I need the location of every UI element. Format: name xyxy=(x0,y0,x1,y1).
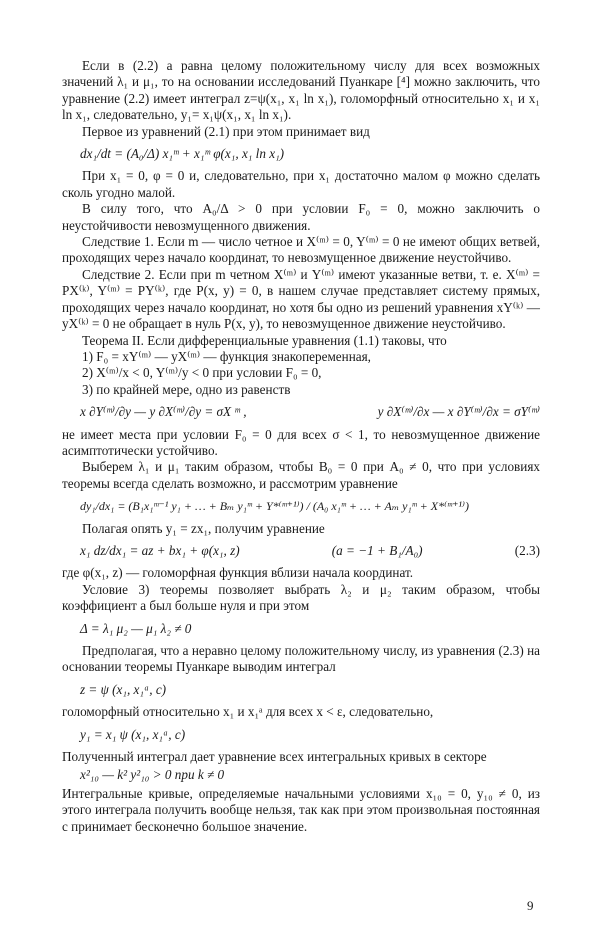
equation-condition: (a = −1 + B₁/A₀) xyxy=(331,542,423,558)
condition-3: 3) по крайней мере, одно из равенств xyxy=(82,381,291,397)
equation-2-3 xyxy=(80,543,540,559)
corollary-1: Следствие 1. Если m — число четное и X⁽ᵐ⁾ = 0, Y⁽ᵐ⁾ = 0 не имеют общих ветвей, проходящих через начало координат, то невозмущенное движение неустойчиво. xyxy=(62,234,540,266)
equation-pair xyxy=(80,404,540,420)
paragraph: Первое из уравнений (2.1) при этом принимает вид xyxy=(82,123,370,139)
equation: Δ = λ₁ μ₂ — μ₁ λ₂ ≠ 0 xyxy=(80,620,192,636)
page-number: 9 xyxy=(527,898,534,913)
paragraph: Полагая опять y₁ = zx₁, получим уравнение xyxy=(82,520,325,536)
condition-1: 1) F₀ = xY⁽ᵐ⁾ — yX⁽ᵐ⁾ — функция знакопеременная, xyxy=(82,348,371,364)
paragraph: Предполагая, что a неравно целому положительному числу, из уравнения (2.3) на основании теоремы Пуанкаре выводим интеграл xyxy=(62,643,540,675)
paragraph: Условие 3) теоремы позволяет выбрать λ₂ и μ₂ таким образом, чтобы коэффициент a был больше нуля и при этом xyxy=(62,581,540,614)
corollary-2: Следствие 2. Если при m четном X⁽ᵐ⁾ и Y⁽ᵐ⁾ имеют указанные ветви, т. е. X⁽ᵐ⁾ = PX⁽ᵏ⁾, Y⁽ᵐ⁾ = PY⁽ᵏ⁾, где P(x, y) = 0, в нашем случае представляет систему прямых, проходящих через начало координат, но хотя бы одно из решений уравнения xY⁽ᵏ⁾ — yX⁽ᵏ⁾ = 0 не обращает в нуль P(x, y), то невозмущенное движение неустойчиво. xyxy=(62,266,540,332)
paragraph: При x₁ = 0, φ = 0 и, следовательно, при x₁ достаточно малом φ можно сделать сколь угодно малой. xyxy=(62,168,540,200)
equation: y₁ = x₁ ψ (x₁, x₁ᵃ, c) xyxy=(80,726,186,742)
paragraph: где φ(x₁, z) — голоморфная функция вблизи начала координат. xyxy=(62,565,414,581)
paragraph: Интегральные кривые, определяемые начальными условиями x₁₀ = 0, y₁₀ ≠ 0, из этого интеграла получить вообще нельзя, так как при этом произвольная постоянная c принимает бесконечно большое значение. xyxy=(62,785,540,834)
paragraph: голоморфный относительно x₁ и x₁ᵃ для всех x < ε, следовательно, xyxy=(62,704,434,720)
equation: dy₁/dx₁ = (B₁x₁ᵐ⁻¹ y₁ + … + Bₘ y₁ᵐ + Y*⁽ᵐ⁺¹⁾) / (A₀ x₁ᵐ + … + Aₘ y₁ᵐ + X*⁽ᵐ⁺¹⁾) xyxy=(80,499,469,514)
theorem-heading: Теорема II. Если дифференциальные уравнения (1.1) таковы, что xyxy=(82,332,447,348)
equation-body: x₁ dz/dx₁ = az + bx₁ + φ(x₁, z) xyxy=(80,542,240,558)
equation-number: (2.3) xyxy=(514,542,540,558)
condition-2: 2) X⁽ᵐ⁾/x < 0, Y⁽ᵐ⁾/y < 0 при условии F₀ = 0, xyxy=(82,365,322,381)
equation-left: x ∂Y⁽ᵐ⁾/∂y — y ∂X⁽ᵐ⁾/∂y = σX ᵐ , xyxy=(80,404,247,420)
paragraph: Выберем λ₁ и μ₁ таким образом, чтобы B₀ = 0 при A₀ ≠ 0, что при условиях теоремы всегда сделать возможно, и рассмотрим уравнение xyxy=(62,459,540,491)
paragraph: Если в (2.2) a равна целому положительному числу для всех возможных значений λ₁ и μ₁, то на основании исследований Пуанкаре [⁴] можно заключить, что уравнение (2.2) имеет интеграл z=ψ(x₁, x₁ ln x₁), голоморфный относительно x₁ и x₁ ln x₁, следовательно, y₁= x₁ψ(x₁, x₁ ln x₁). xyxy=(62,58,540,123)
document-page xyxy=(62,58,540,835)
equation: z = ψ (x₁, x₁ᵃ, c) xyxy=(80,681,167,697)
paragraph: не имеет места при условии F₀ = 0 для всех σ < 1, то невозмущенное движение асимптотически устойчиво. xyxy=(62,426,540,458)
paragraph: Полученный интеграл дает уравнение всех интегральных кривых в секторе xyxy=(62,749,487,765)
equation-right: y ∂X⁽ᵐ⁾/∂x — x ∂Y⁽ᵐ⁾/∂x = σY⁽ᵐ⁾ xyxy=(377,404,540,420)
paragraph: В силу того, что A₀/Δ > 0 при условии F₀ = 0, можно заключить о неустойчивости невозмущенного движения. xyxy=(62,201,540,233)
equation: x²₁₀ — k² y²₁₀ > 0 при k ≠ 0 xyxy=(80,767,225,783)
equation: dx₁/dt = (A₀/Δ) x₁ᵐ + x₁ᵐ φ(x₁, x₁ ln x₁) xyxy=(80,146,285,162)
